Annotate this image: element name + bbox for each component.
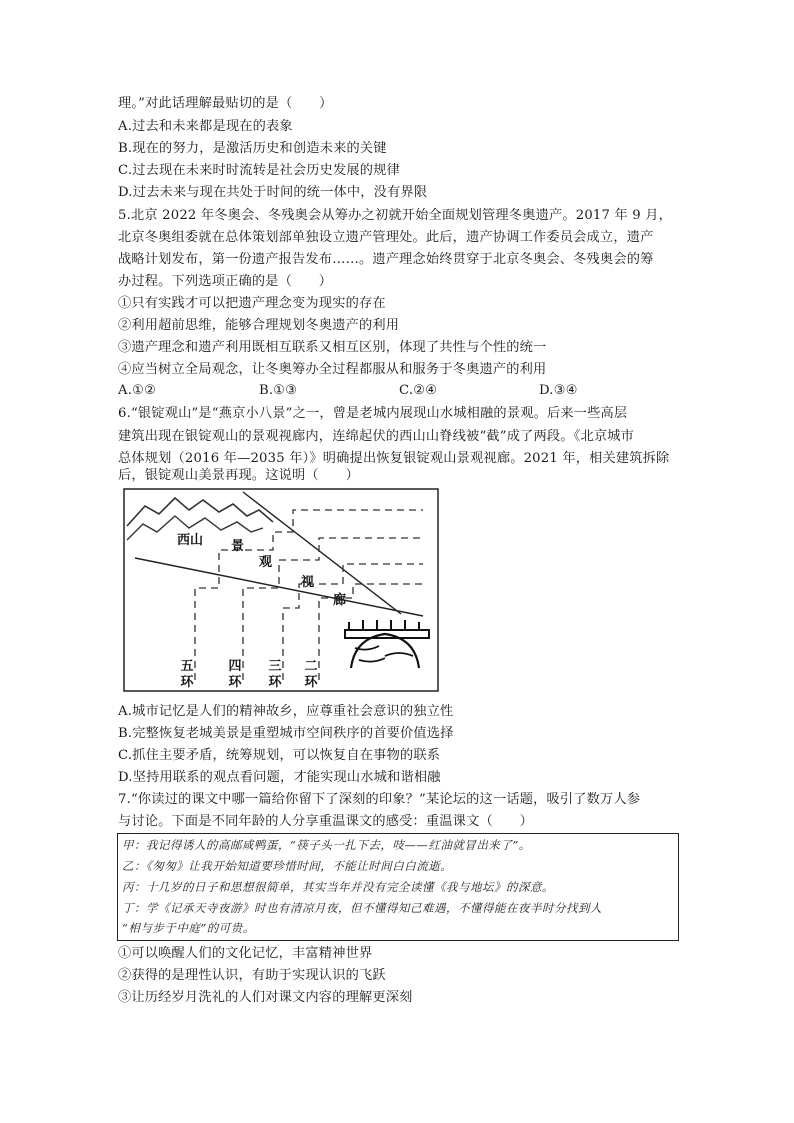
label-guan: 观: [259, 555, 273, 570]
q7-quote-box: [117, 833, 679, 941]
quote-ding-cont: “相与步于中庭”的可贵。: [122, 921, 255, 935]
label-shi: 视: [301, 575, 315, 590]
q6-option-b: B.完整恢复老城美景是重塑城市空间秩序的首要价值选择: [118, 726, 454, 741]
q4-option-c: C.过去现在未来时时流转是社会历史发展的规律: [118, 163, 400, 178]
q7-statement-1: ①可以唤醒人们的文化记忆，丰富精神世界: [118, 946, 373, 961]
q7-line-2: 与讨论。下面是不同年龄的人分享重温课文的感受：重温课文（ ）: [118, 814, 534, 829]
q5-statement-1: ①只有实践才可以把遗产理念变为现实的存在: [118, 296, 386, 311]
q7-line-1: 7.“你读过的课文中哪一篇给你留下了深刻的印象？”某论坛的这一话题，吸引了数万人参: [118, 792, 641, 807]
ring-label-1: 四环: [228, 659, 242, 690]
label-lang: 廊: [333, 593, 347, 608]
quote-yi: 乙：《匆匆》让我开始知道要珍惜时间，不能让时间白白流逝。: [122, 859, 453, 873]
q5-choice-c: C.②④: [399, 383, 438, 398]
q7-statement-3: ③让历经岁月洗礼的人们对课文内容的理解更深刻: [118, 990, 413, 1005]
ring-label-3: 二环: [304, 659, 318, 690]
ring-label-0: 五环: [180, 659, 194, 690]
q4-option-b: B.现在的努力，是激活历史和创造未来的关键: [118, 141, 387, 156]
q5-choices: [118, 381, 718, 401]
q7-statement-2: ②获得的是理性认识，有助于实现认识的飞跃: [118, 968, 386, 983]
label-xishan: 西山: [177, 533, 204, 548]
q4-option-a: A.过去和未来都是现在的表象: [118, 119, 293, 134]
q5-choice-a: A.①②: [118, 383, 157, 398]
label-jing: 景: [231, 539, 245, 554]
q5-statement-4: ④应当树立全局观念，让冬奥筹办全过程都服从和服务于冬奥遗产的利用: [118, 362, 547, 377]
q6-line-2: 建筑出现在银锭观山的景观视廊内，连绵起伏的西山山脊线被“截”成了两段。《北京城市: [118, 429, 635, 444]
q6-line-1: 6.“银锭观山”是“燕京小八景”之一，曾是老城内展现山水城相融的景观。后来一些高层: [118, 406, 628, 421]
q5-line-2: 北京冬奥组委就在总体策划部单独设立遗产管理处。此后，遗产协调工作委员会成立，遗产: [118, 230, 654, 245]
quote-jia: 甲：我记得诱人的高邮咸鸭蛋，“筷子头一扎下去，吱——红油就冒出来了”。: [122, 838, 531, 852]
q6-line-4: 后，银锭观山美景再现。这说明（ ）: [118, 468, 359, 483]
q6-option-a: A.城市记忆是人们的精神故乡，应尊重社会意识的独立性: [118, 704, 454, 719]
view-corridor-svg: [123, 488, 439, 692]
q6-option-c: C.抓住主要矛盾，统筹规划，可以恢复自在事物的联系: [118, 748, 441, 763]
q5-line-4: 办过程。下列选项正确的是（ ）: [118, 274, 333, 289]
q6-option-d: D.坚持用联系的观点看问题，才能实现山水城和谐相融: [118, 770, 441, 785]
quote-bing: 丙：十几岁的日子和思想很简单，其实当年并没有完全读懂《我与地坛》的深意。: [122, 880, 554, 894]
q5-line-3: 战略计划发布，第一份遗产报告发布……。遗产理念始终贯穿于北京冬奥会、冬残奥会的筹: [118, 252, 654, 267]
view-corridor-diagram: [123, 488, 439, 692]
q5-choice-d: D.③④: [539, 383, 578, 398]
ring-label-2: 三环: [268, 659, 282, 690]
q5-statement-3: ③遗产理念和遗产利用既相互联系又相互区别，体现了共性与个性的统一: [118, 340, 547, 355]
q5-statement-2: ②利用超前思维，能够合理规划冬奥遗产的利用: [118, 318, 400, 333]
q4-option-d: D.过去未来与现在共处于时间的统一体中，没有界限: [118, 185, 428, 200]
q6-line-3: 总体规划（2016 年—2035 年）》明确提出恢复银锭观山景观视廊。2021 年，相关建筑拆除: [118, 451, 670, 466]
q5-line-1: 5.北京 2022 年冬奥会、冬残奥会从筹办之初就开始全面规划管理冬奥遗产。2017 年 9 月，: [118, 208, 673, 223]
quote-ding: 丁：学《记承天寺夜游》时也有清凉月夜，但不懂得知己难遇，不懂得能在夜半时分找到人: [122, 901, 602, 915]
q4-stem-tail: 理。”对此话理解最贴切的是（ ）: [118, 96, 333, 111]
q5-choice-b: B.①③: [259, 383, 298, 398]
